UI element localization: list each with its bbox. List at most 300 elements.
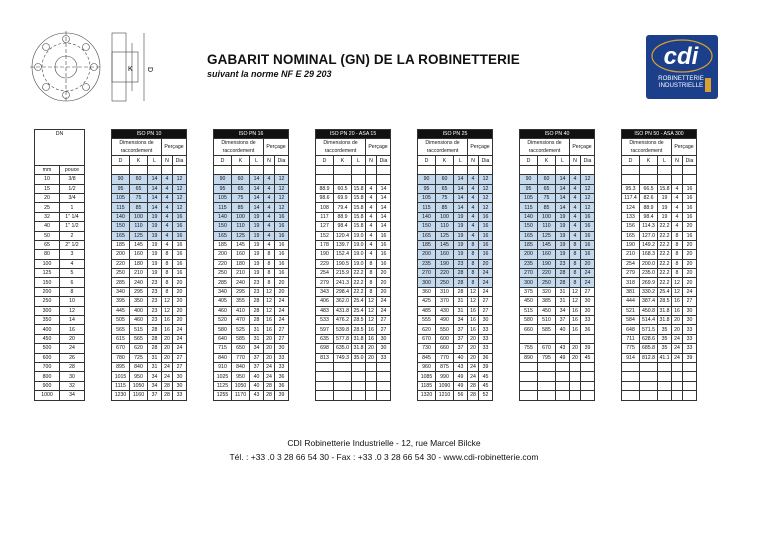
value-cell: 444 [622,297,640,306]
value-cell: 12 [173,203,187,212]
value-cell: 4 [468,203,479,212]
value-cell: 235 [520,259,538,268]
value-cell: 533 [316,316,334,325]
value-cell [622,372,640,381]
value-cell: 8 [162,269,173,278]
value-cell [352,381,366,390]
value-cell: 4 [264,212,275,221]
value-cell: 16 [468,325,479,334]
percage-header: Perçage [468,139,493,156]
gap-cell [289,250,316,259]
dn-mm: 300 [35,306,60,315]
gap-cell [187,334,214,343]
value-cell: 1115 [112,381,130,390]
value-cell: 715 [214,344,232,353]
value-cell: 31.8 [353,336,364,342]
value-cell: 31 [556,287,570,296]
value-cell: 31 [556,297,570,306]
value-cell: 19 [250,240,264,249]
table-row [35,353,697,362]
value-cell: 33 [581,316,595,325]
value-cell: 16 [275,222,289,231]
gap-cell [289,362,316,371]
dn-header: DN [35,130,85,166]
dn-inch: 3/4 [60,193,85,202]
value-cell: 95 [214,184,232,193]
value-cell: 60 [232,175,250,184]
value-cell: 4 [366,212,377,221]
gap-cell [493,222,520,231]
value-cell: 840 [130,362,148,371]
value-cell: 40 [454,353,468,362]
gap-cell [595,250,622,259]
value-cell: 31 [148,353,162,362]
column-header-n: N [468,156,479,165]
value-cell: 60 [130,175,148,184]
value-cell: 755 [520,344,538,353]
value-cell: 4 [366,184,377,193]
value-cell: 4 [570,231,581,240]
value-cell: 279 [622,269,640,278]
svg-text:INDUSTRIELLE: INDUSTRIELLE [658,82,704,89]
value-cell: 34 [454,316,468,325]
value-cell: 145 [232,240,250,249]
value-cell: 4 [162,193,173,202]
value-cell: 4 [264,203,275,212]
value-cell: 105 [214,193,232,202]
gap-cell [391,259,418,268]
value-cell: 82.6 [640,193,658,202]
column-header-d: D [418,156,436,165]
value-cell: 4 [468,231,479,240]
gap-cell [595,203,622,212]
value-cell: 298.4 [334,287,352,296]
value-cell: 19 [148,240,162,249]
value-cell: 12 [570,287,581,296]
blank-cell [520,165,538,174]
gap-cell [595,287,622,296]
gap-cell [289,391,316,400]
dn-inch: 5 [60,269,85,278]
value-cell: 28 [454,287,468,296]
gap-cell [595,372,622,381]
value-cell: 14 [454,193,468,202]
value-cell: 31.8 [659,307,670,314]
value-cell: 600 [436,334,454,343]
value-cell [316,391,334,400]
value-cell: 4 [366,222,377,231]
value-cell: 4 [468,175,479,184]
value-cell [581,334,595,343]
value-cell: 27 [275,334,289,343]
value-cell: 16 [173,212,187,221]
value-cell: 16 [683,212,697,221]
value-cell: 20 [683,250,697,259]
value-cell: 4 [264,193,275,202]
value-cell [658,362,672,371]
value-cell: 14 [148,175,162,184]
column-header-d: D [214,156,232,165]
norm-header: ISO PN 10 [112,130,187,139]
value-cell: 12 [264,306,275,315]
value-cell: 8 [162,259,173,268]
value-cell: 410 [232,306,250,315]
value-cell: 19 [454,222,468,231]
gap-cell [289,156,316,165]
value-cell [352,362,366,371]
value-cell [520,381,538,390]
value-cell: 200 [112,250,130,259]
gap-cell [187,165,214,174]
gap-cell [289,165,316,174]
gap-cell [391,391,418,400]
blank-cell [640,165,658,174]
value-cell: 66.5 [640,184,658,193]
value-cell: 4 [468,193,479,202]
value-cell: 20 [173,287,187,296]
gap-cell [187,156,214,165]
value-cell: 8 [570,278,581,287]
norm-header: ISO PN 25 [418,130,493,139]
gap-cell [595,297,622,306]
dn-inch: 24 [60,344,85,353]
gap-cell [85,259,112,268]
value-cell: 37 [454,334,468,343]
gap-cell [493,240,520,249]
value-cell: 34 [148,381,162,390]
value-cell: 220 [436,269,454,278]
value-cell: 22.2 [659,223,670,230]
dn-inch: 14 [60,316,85,325]
table-row [35,203,697,212]
column-header-k: K [232,156,250,165]
value-cell: 88.9 [316,184,334,193]
gap-cell [85,278,112,287]
footer-contact: Tél. : +33 .0 3 28 66 54 30 - Fax : +33 .0 3 28 66 54 30 - www.cdi-robinetterie.com [229,452,539,462]
value-cell: 8 [366,269,377,278]
value-cell: 30 [479,316,493,325]
value-cell: 16 [581,212,595,221]
value-cell: 24 [162,362,173,371]
value-cell: 20 [479,259,493,268]
value-cell: 20 [275,278,289,287]
table-row [35,287,697,296]
value-cell: 33 [377,353,391,362]
value-cell: 165 [112,231,130,240]
value-cell: 4 [264,231,275,240]
value-cell [556,381,570,390]
value-cell: 28.5 [353,317,364,324]
gap-cell [85,334,112,343]
blank-cell [672,165,683,174]
value-cell: 34 [250,344,264,353]
value-cell: 140 [418,212,436,221]
value-cell [640,175,658,184]
value-cell: 60 [436,175,454,184]
norm-header: ISO PN 50 - ASA 300 [622,130,697,139]
gap-cell [85,287,112,296]
gap-cell [289,203,316,212]
value-cell: 24 [479,269,493,278]
value-cell: 450.8 [640,306,658,315]
value-cell: 140 [112,212,130,221]
value-cell: 254 [316,269,334,278]
value-cell [538,372,556,381]
value-cell: 350 [130,297,148,306]
value-cell: 14 [377,193,391,202]
value-cell: 124 [622,203,640,212]
value-cell: 250 [214,269,232,278]
value-cell: 40 [250,381,264,390]
dn-mm: 100 [35,259,60,268]
gap-cell [493,287,520,296]
norm-header: ISO PN 16 [214,130,289,139]
value-cell: 115 [418,203,436,212]
value-cell: 15.8 [353,195,364,202]
value-cell: 20 [377,287,391,296]
value-cell: 30 [377,344,391,353]
value-cell: 12 [468,287,479,296]
value-cell: 27 [377,316,391,325]
value-cell: 37 [454,344,468,353]
value-cell: 140 [520,212,538,221]
dimensions-header: Dimensions de raccordement [622,139,672,156]
value-cell: 28.5 [353,326,364,333]
table-row [35,391,697,400]
value-cell: 25.4 [353,298,364,305]
value-cell: 20 [468,344,479,353]
gap-cell [85,165,112,174]
column-header-n: N [672,156,683,165]
value-cell: 180 [130,259,148,268]
value-cell: 15.8 [353,185,364,192]
value-cell: 15.8 [353,204,364,211]
value-cell: 14 [377,212,391,221]
gap-cell [187,175,214,184]
gap-cell [391,231,418,240]
value-cell: 14 [556,203,570,212]
value-cell: 125 [436,231,454,240]
gap-cell [85,316,112,325]
gap-cell [493,297,520,306]
gap-cell [289,353,316,362]
value-cell: 295 [232,287,250,296]
value-cell: 425 [418,297,436,306]
value-cell: 30 [683,316,697,325]
value-cell: 185 [418,240,436,249]
value-cell: 24 [672,353,683,362]
value-cell: 22.2 [353,289,364,296]
value-cell: 16 [173,231,187,240]
value-cell: 27 [173,353,187,362]
value-cell: 27 [479,297,493,306]
value-cell: 28 [148,325,162,334]
gap-cell [85,184,112,193]
value-cell: 19 [148,231,162,240]
value-cell: 521 [622,306,640,315]
value-cell: 15.8 [659,185,670,192]
column-header-dia: Dia [683,156,697,165]
blank-cell [581,165,595,174]
value-cell: 4 [162,203,173,212]
gap-cell [493,193,520,202]
value-cell: 100 [130,212,148,221]
dn-mm: 250 [35,297,60,306]
dn-mm: 800 [35,372,60,381]
value-cell: 24 [479,287,493,296]
value-cell: 340 [214,287,232,296]
value-cell: 4 [672,222,683,231]
value-cell: 56 [454,391,468,400]
value-cell: 16 [377,240,391,249]
value-cell: 14 [148,193,162,202]
gap-cell [391,250,418,259]
table-row [35,297,697,306]
column-header-k: K [130,156,148,165]
value-cell: 200.0 [640,259,658,268]
gap-cell [85,297,112,306]
gap-cell [493,316,520,325]
value-cell: 12 [479,184,493,193]
value-cell: 14 [250,203,264,212]
value-cell: 565 [112,325,130,334]
value-cell: 4 [672,184,683,193]
value-cell [334,362,352,371]
value-cell: 75 [436,193,454,202]
value-cell: 19 [250,231,264,240]
value-cell: 100 [232,212,250,221]
value-cell: 37 [148,391,162,400]
value-cell: 22.2 [659,270,670,277]
value-cell [570,334,581,343]
value-cell: 24 [173,325,187,334]
value-cell: 20 [570,344,581,353]
value-cell: 12 [581,203,595,212]
gap-cell [595,391,622,400]
value-cell: 4 [264,222,275,231]
blank-cell [658,165,672,174]
value-cell: 1210 [436,391,454,400]
dn-inch: 1" 1/2 [60,222,85,231]
value-cell [366,381,377,390]
value-cell: 23 [148,287,162,296]
value-cell: 165 [520,231,538,240]
value-cell: 24 [377,306,391,315]
blank-cell [683,165,697,174]
dn-mm: 900 [35,381,60,390]
value-cell: 585 [232,334,250,343]
gap-cell [187,353,214,362]
value-cell: 640 [214,334,232,343]
value-cell: 1255 [214,391,232,400]
value-cell: 165 [418,231,436,240]
gap-cell [493,130,520,139]
value-cell: 31 [454,297,468,306]
value-cell: 27 [377,325,391,334]
value-cell: 890 [520,353,538,362]
value-cell: 49 [454,381,468,390]
dn-inch: 6 [60,278,85,287]
value-cell: 41.1 [659,354,670,361]
value-cell: 31 [250,334,264,343]
table-row [35,259,697,268]
value-cell: 241.3 [334,278,352,287]
column-header-l: L [148,156,162,165]
value-cell: 33 [683,325,697,334]
value-cell: 220 [214,259,232,268]
value-cell: 100 [436,212,454,221]
value-cell: 22.2 [659,279,670,286]
gap-cell [595,381,622,390]
value-cell: 30 [173,372,187,381]
value-cell [520,334,538,343]
value-cell: 525 [232,325,250,334]
value-cell: 14 [454,175,468,184]
value-cell: 635.0 [334,344,352,353]
blank-cell [112,165,130,174]
value-cell: 12 [479,203,493,212]
value-cell: 749.3 [334,353,352,362]
value-cell: 30 [683,306,697,315]
gap-cell [85,130,112,139]
value-cell: 14 [148,203,162,212]
value-cell: 8 [366,287,377,296]
value-cell: 145 [538,240,556,249]
value-cell: 152 [316,231,334,240]
value-cell: 19 [148,259,162,268]
value-cell: 1185 [418,381,436,390]
value-cell [366,391,377,400]
value-cell: 580 [520,316,538,325]
value-cell: 4 [468,184,479,193]
gap-cell [187,240,214,249]
value-cell: 114.3 [640,222,658,231]
value-cell: 16 [173,240,187,249]
value-cell: 24 [275,297,289,306]
value-cell: 185 [112,240,130,249]
value-cell [538,381,556,390]
value-cell: 4 [570,184,581,193]
value-cell: 75 [538,193,556,202]
gap-cell [187,316,214,325]
value-cell: 565 [130,334,148,343]
gap-cell [493,212,520,221]
gap-cell [289,231,316,240]
gap-cell [493,184,520,193]
gap-cell [595,156,622,165]
value-cell: 19 [556,240,570,249]
value-cell [334,381,352,390]
value-cell [570,381,581,390]
blank-cell [264,165,275,174]
value-cell: 24 [468,362,479,371]
norm-header: ISO PN 40 [520,130,595,139]
value-cell: 16 [468,316,479,325]
gap-cell [289,240,316,249]
dimensions-header: Dimensions de raccordement [520,139,570,156]
blank-cell [570,165,581,174]
value-cell: 375 [520,287,538,296]
gap-cell [289,297,316,306]
value-cell: 39 [581,344,595,353]
blank-cell [214,165,232,174]
value-cell: 950 [232,372,250,381]
gap-cell [187,391,214,400]
blank-cell [366,165,377,174]
value-cell: 685.8 [640,344,658,353]
gap-cell [595,231,622,240]
value-cell: 27 [683,297,697,306]
